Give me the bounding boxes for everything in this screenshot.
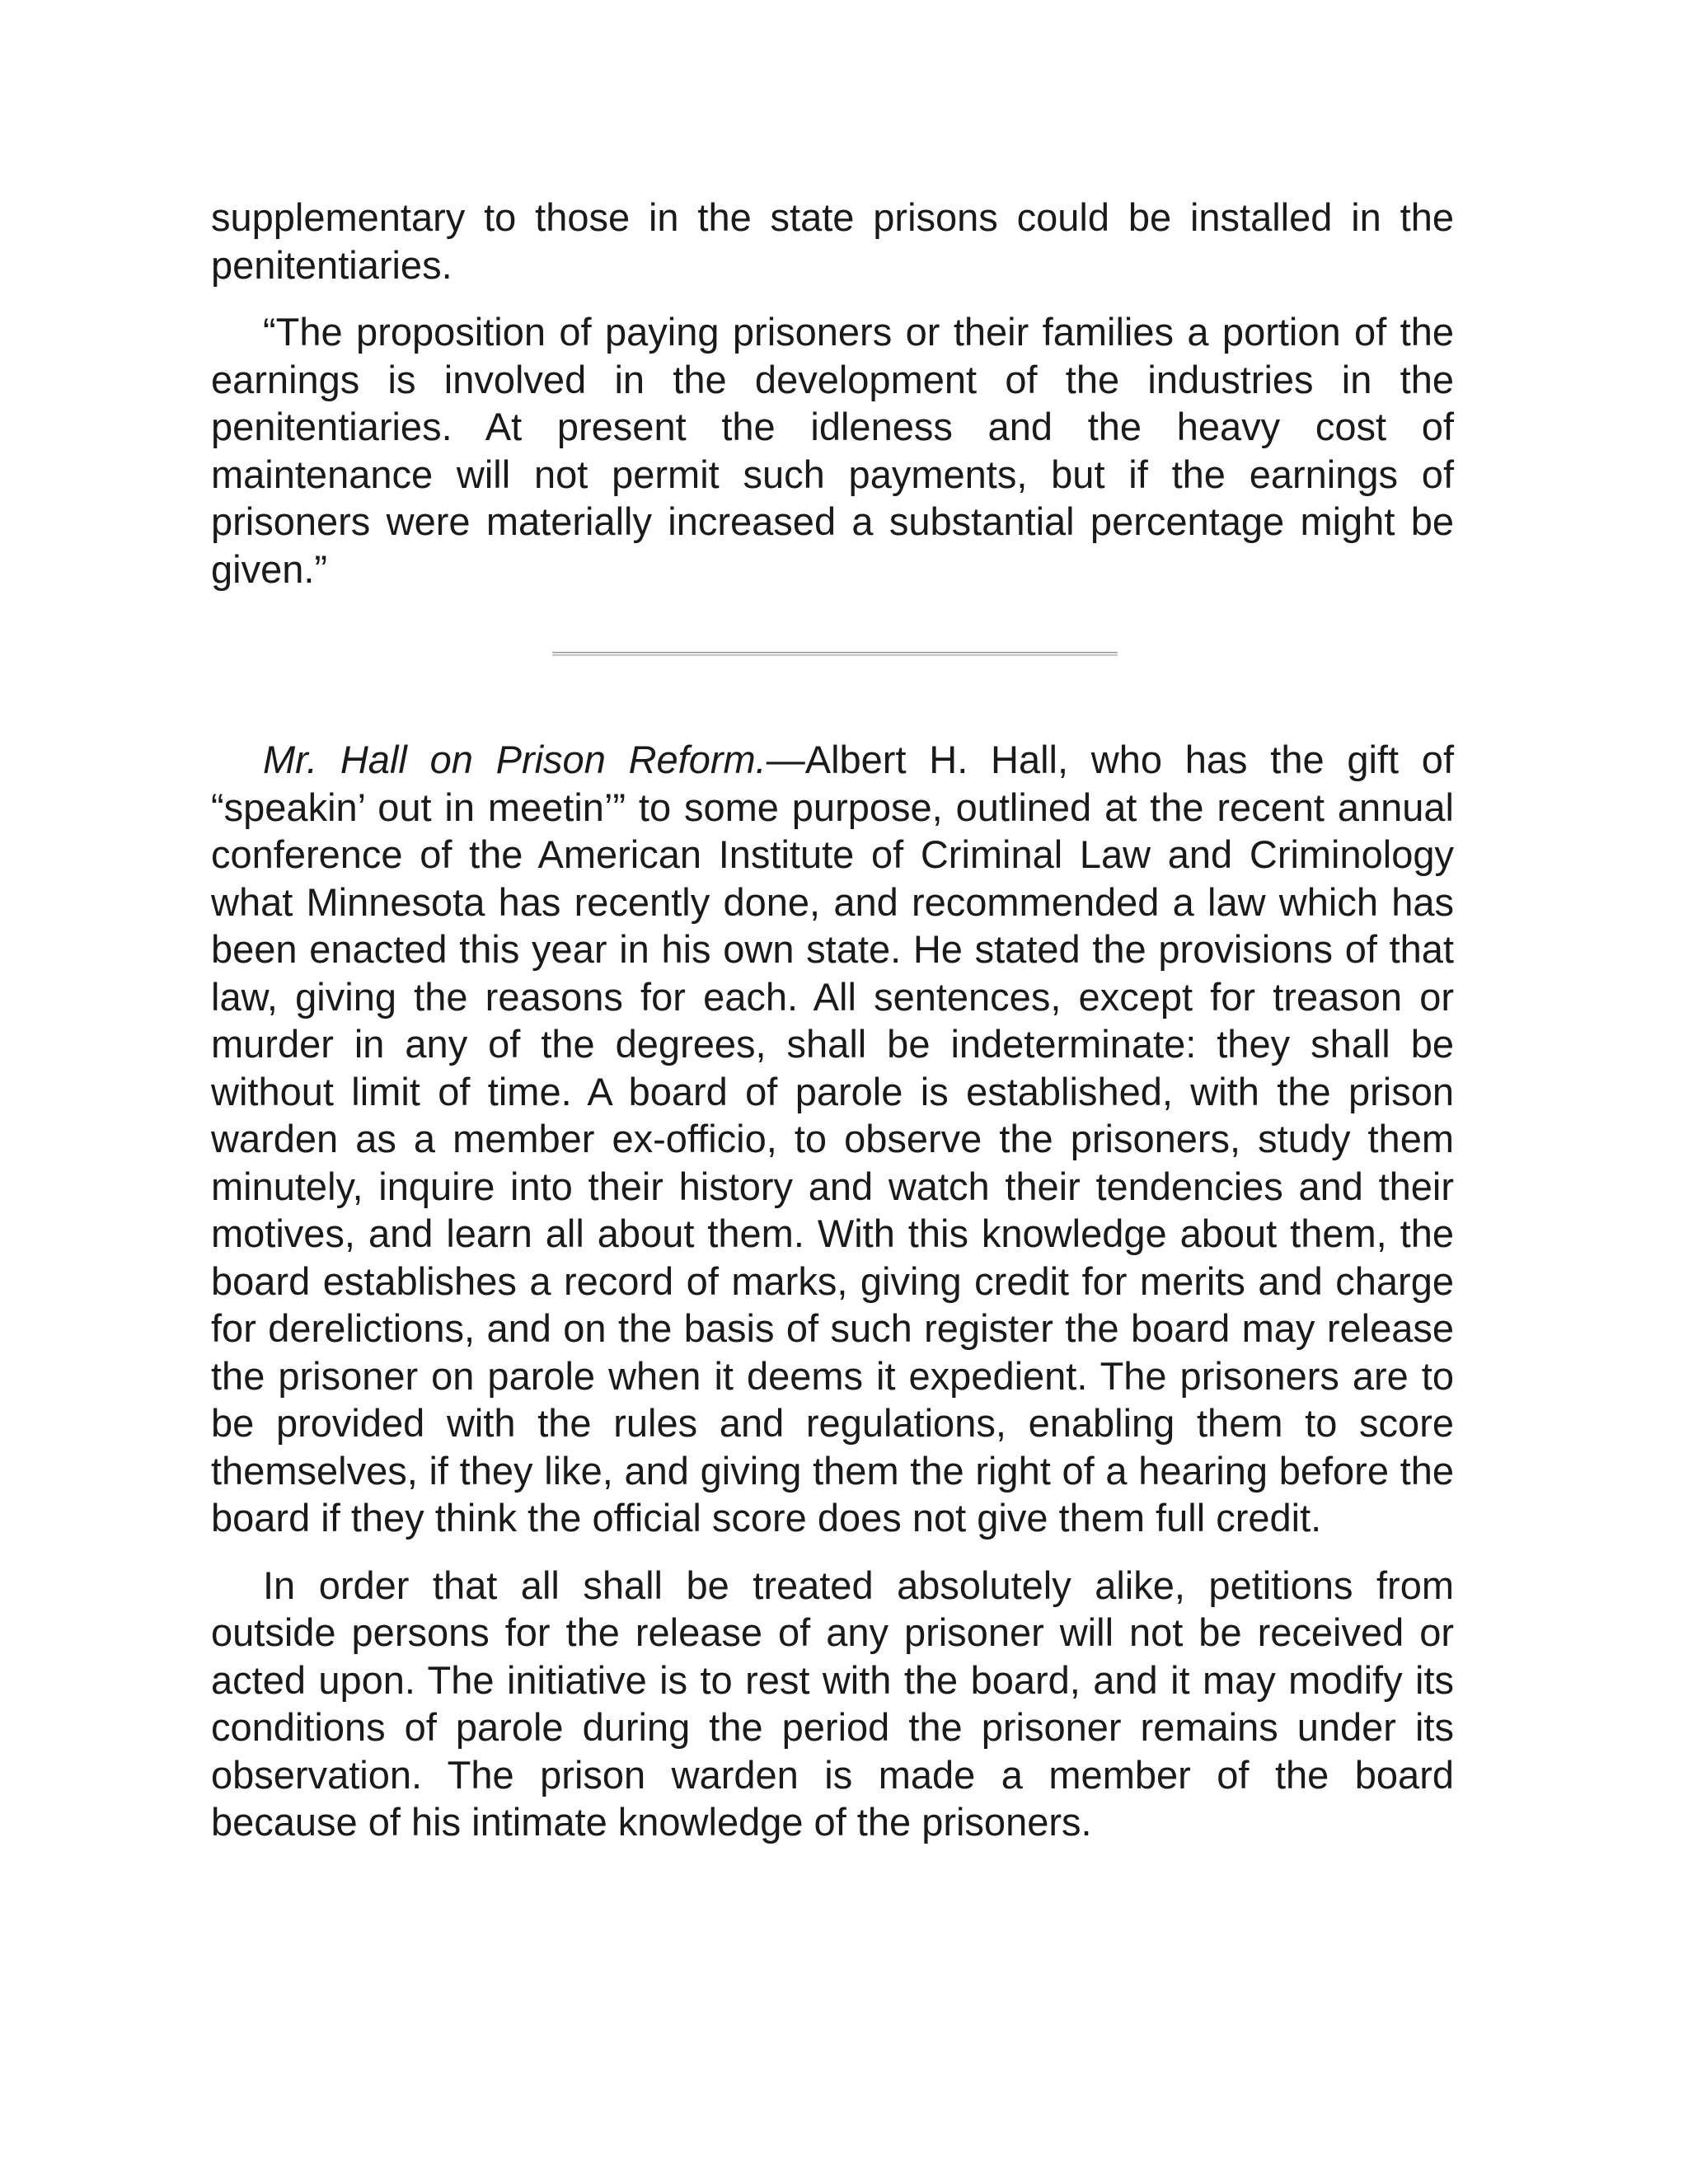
paragraph-quote: “The proposition of paying prisoners or their families a portion of the earnings is involved in the development of the industries in the penitentiaries. At present the idleness and the heavy cost of maintenance will not permit such payments, but if the earnings of prisoners were materially increased a substantial percentage might be given.” xyxy=(211,310,1454,591)
section-hall-prison-reform xyxy=(211,736,1454,1846)
paragraph-hall-body: —Albert H. Hall, who has the gift of “speakin’ out in meetin’” to some purpose, outlined at the recent annual conference of the American Institute of Criminal Law and Criminology what Minnesota has recently done, and recommended a law which has been enacted this year in his own state. He stated the provisions of that law, giving the reasons for each. All sentences, except for treason or murder in any of the degrees, shall be indeterminate: they shall be without limit of time. A board of parole is established, with the prison warden as a member ex-officio, to observe the prisoners, study them minutely, inquire into their history and watch their tendencies and their motives, and learn all about them. With this knowledge about them, the board establishes a record of marks, giving credit for merits and charge for derelictions, and on the basis of such register the board may release the prisoner on parole when it deems it expedient. The prisoners are to be provided with the rules and regulations, enabling them to score themselves, if they like, and giving them the right of a hearing before the board if they think the official score does not give them full credit. xyxy=(211,738,1454,1540)
paragraph-petitions: In order that all shall be treated absolutely alike, petitions from outside persons for the release of any prisoner will not be received or acted upon. The initiative is to rest with the board, and it may modify its conditions of parole during the period the prisoner remains under its observation. The prison warden is made a member of the board because of his intimate knowledge of the prisoners. xyxy=(211,1563,1454,1844)
paragraph-continued: supplementary to those in the state prisons could be installed in the penitentiaries. xyxy=(211,195,1454,287)
paragraph-hall xyxy=(211,736,1454,1542)
section-heading: Mr. Hall on Prison Reform. xyxy=(263,738,767,781)
document-page xyxy=(211,194,1454,1844)
section-divider xyxy=(552,652,1118,656)
